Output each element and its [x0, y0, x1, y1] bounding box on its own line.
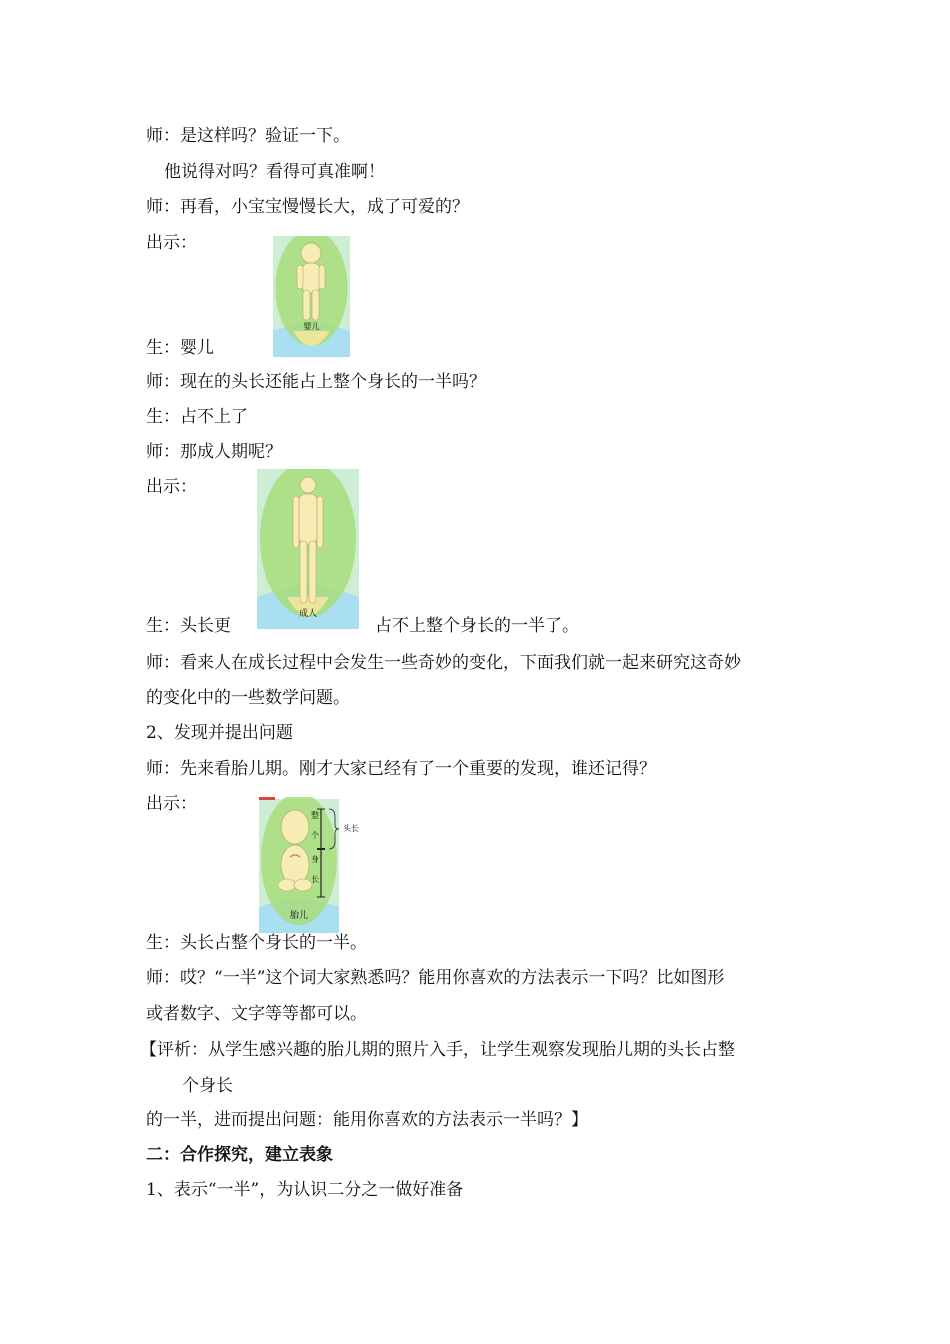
text-line-16: 生：头长占整个身长的一半。: [146, 933, 367, 953]
text-line-7: 生：占不上了: [146, 407, 248, 427]
text-line-21: 的一半，进而提出问题：能用你喜欢的方法表示一半吗？】: [146, 1110, 588, 1130]
text-line-10b: 占不上整个身长的一半了。: [375, 616, 579, 636]
infant-image: [273, 236, 350, 357]
text-line-13: 2、发现并提出问题: [146, 723, 293, 743]
text-line-9: 出示：: [146, 477, 197, 497]
fetus-body-char-4: 长: [311, 875, 319, 884]
fetus-body-char-1: 整: [311, 811, 319, 820]
fetus-caption: 胎儿: [289, 911, 308, 921]
text-line-4: 出示：: [146, 233, 197, 253]
fetus-head-label: 头长: [343, 824, 359, 833]
text-line-5: 生：婴儿: [146, 338, 214, 358]
fetus-body-char-2: 个: [311, 831, 319, 840]
fetus-image: [257, 797, 367, 933]
infant-caption: 婴儿: [303, 322, 320, 331]
adult-image: [257, 469, 359, 629]
text-line-11: 师：看来人在成长过程中会发生一些奇妙的变化，下面我们就一起来研究这奇妙: [146, 653, 741, 673]
section-heading: 二：合作探究，建立表象: [146, 1145, 333, 1165]
adult-caption: 成人: [298, 609, 317, 619]
text-line-20: 个身长: [182, 1076, 233, 1096]
text-line-23: 1、表示“一半”，为认识二分之一做好准备: [146, 1180, 464, 1200]
text-line-2: 他说得对吗？看得可真准啊！: [164, 162, 385, 182]
text-line-14: 师：先来看胎儿期。刚才大家已经有了一个重要的发现，谁还记得？: [146, 759, 656, 779]
text-line-19: 【评析：从学生感兴趣的胎儿期的照片入手，让学生观察发现胎儿期的头长占整: [140, 1040, 735, 1060]
text-line-8: 师：那成人期呢？: [146, 442, 282, 462]
text-line-18: 或者数字、文字等等都可以。: [146, 1004, 367, 1024]
text-line-10a: 生：头长更: [146, 616, 231, 636]
text-line-17: 师：哎？“一半”这个词大家熟悉吗？能用你喜欢的方法表示一下吗？比如图形: [146, 968, 725, 988]
text-line-12: 的变化中的一些数学问题。: [146, 688, 350, 708]
text-line-3: 师：再看，小宝宝慢慢长大，成了可爱的？: [146, 197, 469, 217]
text-line-6: 师：现在的头长还能占上整个身长的一半吗？: [146, 372, 486, 392]
text-line-15: 出示：: [146, 794, 197, 814]
text-line-1: 师：是这样吗？验证一下。: [146, 126, 350, 146]
fetus-body-char-3: 身: [311, 855, 319, 864]
